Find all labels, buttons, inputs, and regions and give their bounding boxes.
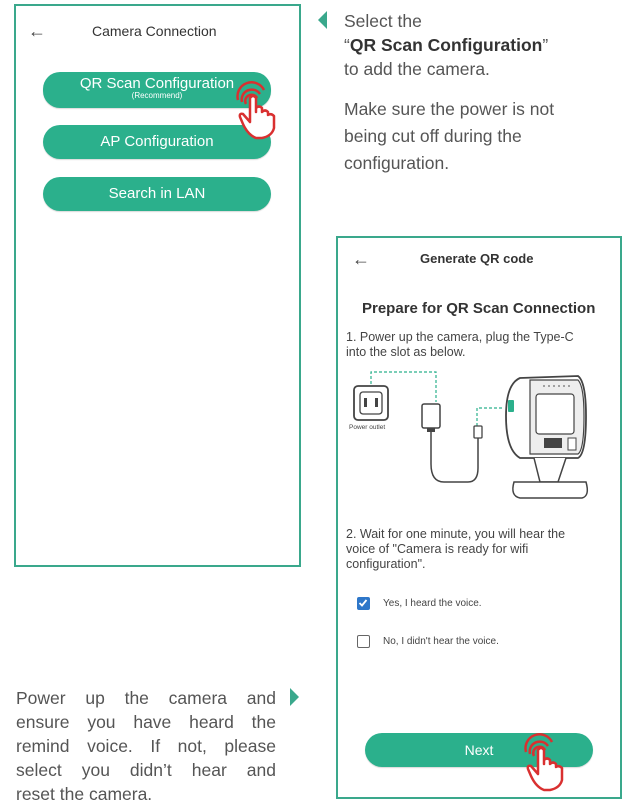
step2-line: voice of "Camera is ready for wifi [346, 542, 529, 556]
instruction-line: being cut off during the [344, 126, 522, 146]
screen-title: Camera Connection [92, 23, 217, 39]
instruction-power-up [16, 686, 276, 806]
search-in-lan-label: Search in LAN [108, 185, 206, 202]
power-outlet-icon [354, 386, 388, 420]
instruction-line: Make sure the power is not [344, 99, 555, 119]
type-c-plug-icon [474, 426, 482, 438]
power-outlet-label: Power outlet [349, 424, 386, 431]
usb-adapter-icon [422, 404, 440, 428]
no-heard-voice-checkbox[interactable] [357, 635, 370, 648]
quote-open: “ [344, 35, 350, 55]
pointer-right-icon [290, 688, 299, 706]
instruction-line: remind voice. If not, please [16, 736, 276, 756]
qr-scan-highlight: QR Scan Configuration [349, 35, 543, 55]
instruction-line: configuration. [344, 153, 450, 173]
yes-heard-voice-label: Yes, I heard the voice. [383, 598, 482, 609]
instruction-line [344, 33, 624, 57]
instruction-line: reset the camera. [16, 784, 153, 804]
step2-line: 2. Wait for one minute, you will hear the [346, 527, 566, 541]
camera-connection-screen [14, 4, 301, 567]
quote-close: ” [542, 35, 549, 55]
step2-text [346, 527, 618, 572]
qr-scan-label: QR Scan Configuration [79, 75, 235, 92]
pointer-left-icon [318, 11, 327, 29]
next-label: Next [464, 742, 494, 758]
tap-hand-icon [518, 730, 580, 792]
tap-hand-icon [230, 78, 292, 140]
instruction-line: ensure you have heard the [16, 712, 276, 732]
yes-heard-voice-checkbox[interactable] [357, 597, 370, 610]
instruction-line: select you didn’t hear and [16, 760, 276, 780]
recommend-note: (Recommend) [131, 91, 183, 100]
back-arrow-icon[interactable]: ← [28, 21, 46, 41]
step1-line: into the slot as below. [346, 345, 466, 359]
screen-title: Generate QR code [420, 251, 534, 266]
instruction-line: Select the [344, 11, 422, 31]
step2-line: configuration". [346, 557, 426, 571]
instruction-power-note [344, 96, 634, 177]
camera-connection-illustration [344, 364, 616, 514]
checkmark-icon [358, 598, 368, 608]
instruction-select-qr [344, 9, 624, 81]
back-arrow-icon[interactable]: ← [352, 249, 370, 269]
generate-qr-screen [336, 236, 622, 799]
instruction-line: Power up the camera and [16, 688, 276, 708]
section-subtitle: Prepare for QR Scan Connection [362, 300, 596, 317]
ap-configuration-label: AP Configuration [100, 133, 214, 150]
no-heard-voice-label: No, I didn't hear the voice. [383, 636, 499, 647]
step1-text [346, 330, 618, 360]
camera-stand-icon [513, 482, 587, 498]
search-in-lan-button[interactable] [43, 177, 271, 211]
step1-line: 1. Power up the camera, plug the Type-C [346, 330, 574, 344]
instruction-line: to add the camera. [344, 59, 490, 79]
